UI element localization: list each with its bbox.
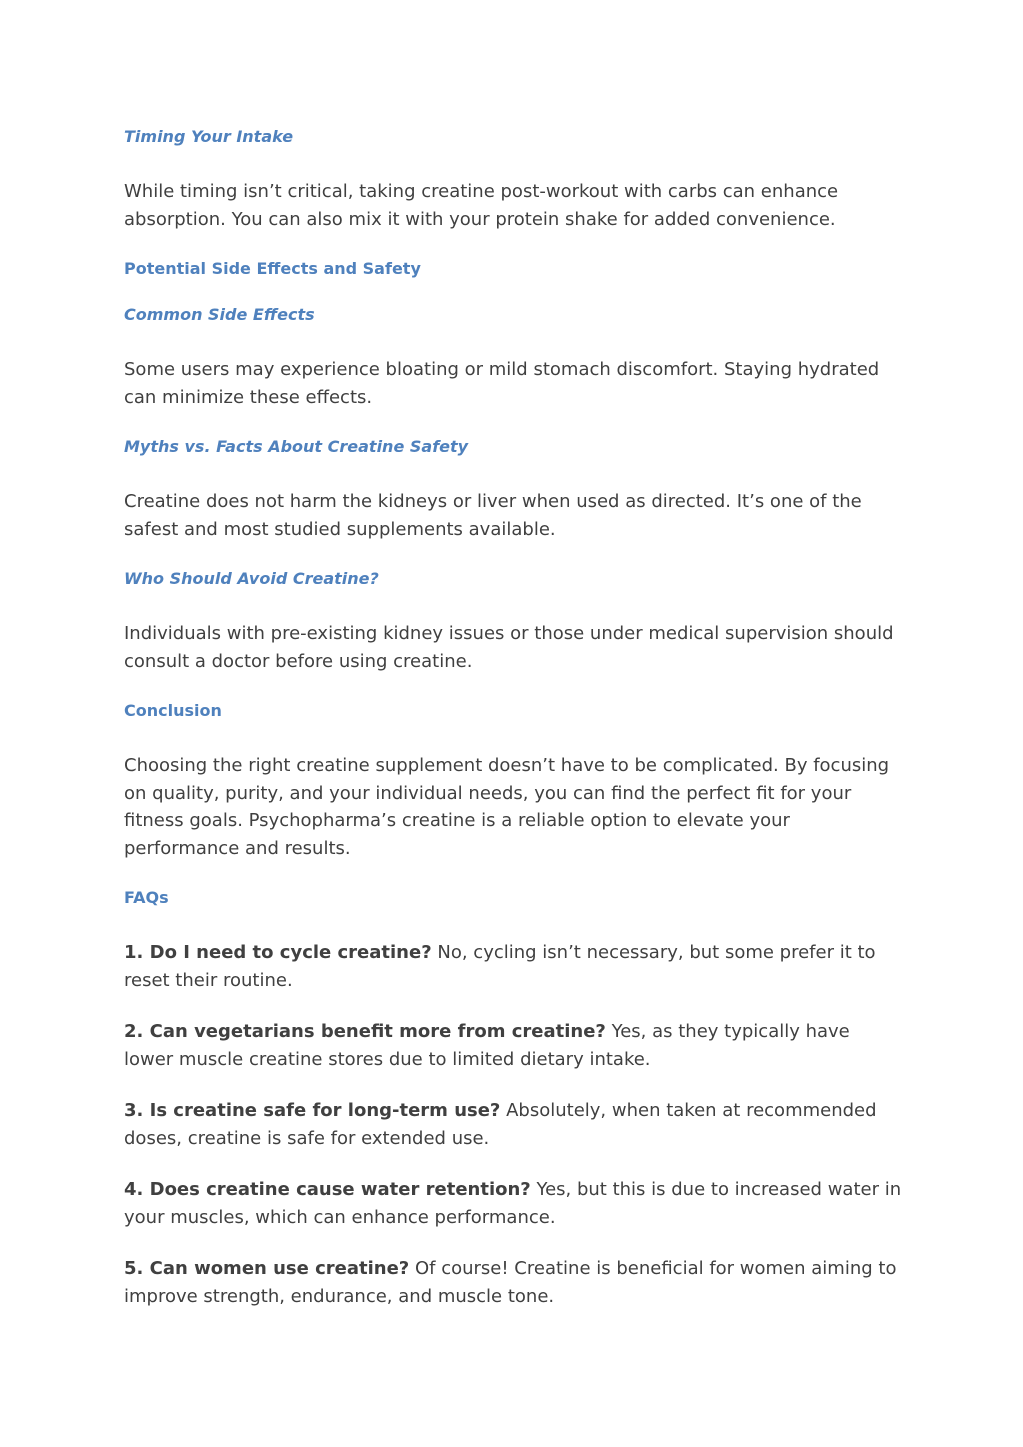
- faq-answer-5: Of course! Creatine is beneficial for women aiming to improve strength, endurance, and muscle tone.: [124, 1258, 897, 1307]
- heading-timing-your-intake: Timing Your Intake: [124, 127, 294, 146]
- heading-conclusion: Conclusion: [124, 701, 222, 720]
- faq-answer-4: Yes, but this is due to increased water in your muscles, which can enhance performance.: [124, 1179, 902, 1228]
- faq-answer-2: Yes, as they typically have lower muscle creatine stores due to limited dietary intake.: [124, 1021, 850, 1070]
- paragraph-common-side-effects: Some users may experience bloating or mild stomach discomfort. Staying hydrated can minimize these effects.: [124, 359, 880, 408]
- paragraph-who-should-avoid: Individuals with pre-existing kidney issues or those under medical supervision should consult a doctor before using creatine.: [124, 623, 894, 672]
- paragraph-myths-vs-facts: Creatine does not harm the kidneys or liver when used as directed. It’s one of the safest and most studied supplements available.: [124, 491, 862, 540]
- faq-question-5: 5. Can women use creatine?: [124, 1258, 410, 1279]
- faq-answer-1: No, cycling isn’t necessary, but some prefer it to reset their routine.: [124, 942, 876, 991]
- faq-question-3: 3. Is creatine safe for long-term use?: [124, 1100, 501, 1121]
- heading-common-side-effects: Common Side Effects: [124, 305, 315, 324]
- heading-faqs: FAQs: [124, 888, 169, 907]
- faq-item-4: [124, 1176, 904, 1231]
- faq-item-2: [124, 1018, 904, 1073]
- paragraph-conclusion: Choosing the right creatine supplement doesn’t have to be complicated. By focusing on quality, purity, and your individual needs, you can find the perfect fit for your fitness goals. Psychopharma’s creatine is a reliable option to elevate your performance and results.: [124, 755, 890, 859]
- faq-answer-3: Absolutely, when taken at recommended doses, creatine is safe for extended use.: [124, 1100, 877, 1149]
- heading-myths-vs-facts: Myths vs. Facts About Creatine Safety: [124, 437, 469, 456]
- faq-item-5: [124, 1255, 904, 1310]
- faq-item-3: [124, 1097, 904, 1152]
- document-content: [124, 124, 904, 1310]
- faq-question-4: 4. Does creatine cause water retention?: [124, 1179, 531, 1200]
- faq-question-1: 1. Do I need to cycle creatine?: [124, 942, 432, 963]
- faq-question-2: 2. Can vegetarians benefit more from creatine?: [124, 1021, 606, 1042]
- heading-who-should-avoid: Who Should Avoid Creatine?: [124, 569, 379, 588]
- faq-item-1: [124, 939, 904, 994]
- paragraph-timing: While timing isn’t critical, taking creatine post-workout with carbs can enhance absorption. You can also mix it with your protein shake for added convenience.: [124, 181, 839, 230]
- heading-side-effects-and-safety: Potential Side Effects and Safety: [124, 259, 421, 278]
